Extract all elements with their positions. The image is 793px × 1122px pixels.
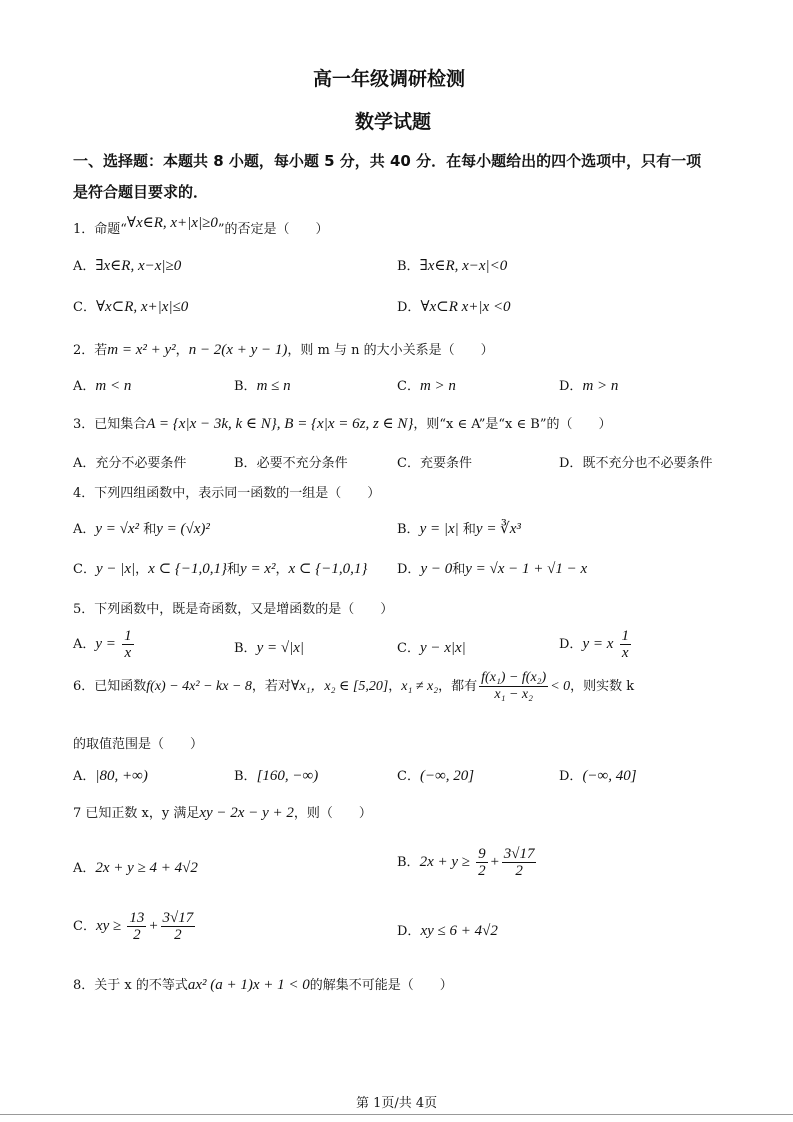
- q7-stem-post: ，则（ ）: [293, 806, 372, 821]
- option-label: A．: [73, 379, 96, 394]
- q6-stem-mid3: ，都有: [438, 679, 478, 694]
- q3-option-c[interactable]: [397, 452, 472, 471]
- q2-option-c[interactable]: [397, 375, 456, 395]
- q6-option-c[interactable]: [397, 765, 474, 785]
- option-text: 既不充分也不必要条件: [582, 456, 713, 471]
- q4-option-c[interactable]: [73, 558, 367, 578]
- option-math: m < n: [95, 378, 132, 394]
- q7-option-d[interactable]: [397, 920, 498, 940]
- option-label: A．: [73, 522, 96, 537]
- q3-option-d[interactable]: [559, 452, 712, 471]
- option-math: xy ≥: [95, 918, 122, 934]
- option-label: A．: [73, 769, 96, 784]
- option-label: A．: [73, 637, 96, 652]
- option-label: D．: [559, 379, 583, 394]
- option-label: C．: [397, 456, 420, 471]
- option-label: D．: [559, 637, 583, 652]
- question-5-stem: 5．下列函数中，既是奇函数，又是增函数的是（ ）: [73, 602, 394, 617]
- option-math: 2x + y ≥ 4 + 4√2: [95, 860, 198, 876]
- option-math: y − x|x|: [419, 640, 466, 656]
- option-conj: 和: [462, 522, 476, 537]
- option-math: +: [148, 918, 159, 934]
- section-heading-line1: 一、选择题：本题共 8 小题，每小题 5 分，共 40 分．在每小题给出的四个选项中，只有一项: [73, 152, 702, 170]
- q6-stem-post: ，则实数 k: [570, 679, 635, 694]
- option-label: B．: [234, 456, 257, 471]
- question-8-stem: [73, 974, 453, 994]
- option-math: y − |x|: [95, 561, 136, 577]
- q2-option-a[interactable]: [73, 375, 131, 395]
- frac-numerator: 3√17: [162, 910, 194, 926]
- fraction: [479, 670, 548, 703]
- q2-stem-math2: n − 2(x + y − 1): [188, 342, 288, 358]
- q6-option-b[interactable]: [234, 765, 318, 785]
- option-math: y = √|x|: [256, 640, 304, 656]
- option-label: A．: [73, 861, 96, 876]
- option-math: y = (√x)²: [156, 521, 210, 537]
- q1-option-d[interactable]: [397, 296, 511, 316]
- option-label: D．: [397, 562, 421, 577]
- frac-denominator: x: [124, 645, 132, 661]
- exam-title: 高一年级调研检测: [313, 68, 466, 90]
- option-label: B．: [234, 641, 257, 656]
- q8-stem-pre: 8．关于 x 的不等式: [73, 978, 188, 993]
- fraction: [476, 846, 488, 879]
- option-math: xy ≤ 6 + 4√2: [420, 923, 498, 939]
- q1-option-c[interactable]: [73, 296, 188, 316]
- option-math: y = √x²: [95, 521, 140, 537]
- q2-stem-post: ，则 m 与 n 的大小关系是（ ）: [287, 343, 494, 358]
- frac-denominator: x₁ − x₂: [494, 687, 533, 702]
- q3-stem-post: ，则“x ∈ A”是“x ∈ B”的（ ）: [413, 417, 612, 432]
- q5-option-a[interactable]: [73, 628, 136, 661]
- frac-numerator: 9: [478, 846, 486, 862]
- option-math: x ⊂ {−1,0,1}: [148, 561, 228, 577]
- q7-option-b[interactable]: [397, 846, 538, 879]
- q6-stem-math1: f(x) − 4x² − kx − 8: [146, 679, 252, 694]
- option-math: (−∞, 40]: [582, 768, 637, 784]
- exam-subtitle: 数学试题: [355, 111, 432, 133]
- q4-option-a[interactable]: [73, 518, 210, 538]
- q6-stem-mid2: ，: [388, 679, 402, 694]
- option-math: +: [489, 854, 500, 870]
- q4-option-b[interactable]: [397, 518, 521, 538]
- option-conj: 和: [452, 562, 466, 577]
- q6-option-d[interactable]: [559, 765, 637, 785]
- q2-option-d[interactable]: [559, 375, 618, 395]
- q2-stem-math1: m = x² + y²: [107, 342, 176, 358]
- frac-numerator: 1: [124, 628, 132, 644]
- q1-option-a[interactable]: [73, 255, 181, 275]
- frac-denominator: 2: [478, 863, 486, 879]
- option-label: D．: [397, 300, 421, 315]
- option-label: D．: [397, 924, 421, 939]
- option-math: y = x²: [240, 561, 276, 577]
- q1-stem-math: ∀x∈R, x+|x|≥0: [126, 215, 218, 231]
- option-label: B．: [397, 855, 420, 870]
- q4-option-d[interactable]: [397, 558, 587, 578]
- option-math: y − 0: [420, 561, 453, 577]
- q3-option-b[interactable]: [234, 452, 348, 471]
- q1-option-b[interactable]: [397, 255, 507, 275]
- q1-stem-post: ”的否定是（ ）: [217, 222, 329, 237]
- fraction: [122, 628, 134, 661]
- q5-option-c[interactable]: [397, 637, 466, 657]
- option-math: y = ∛x³: [475, 521, 521, 537]
- option-math: ∀x⊂R x+|x <0: [420, 299, 511, 315]
- q2-stem-mid: ，: [175, 343, 189, 358]
- option-label: B．: [234, 379, 257, 394]
- option-label: C．: [73, 562, 96, 577]
- question-6-stem: [73, 670, 634, 703]
- option-math: (−∞, 20]: [419, 768, 475, 784]
- q1-stem-pre: 1．命题“: [73, 222, 127, 237]
- fraction: [502, 846, 537, 879]
- option-text: 充要条件: [419, 456, 472, 471]
- frac-numerator: 3√17: [503, 846, 535, 862]
- question-7-stem: [73, 802, 372, 822]
- option-math: x ⊂ {−1,0,1}: [288, 561, 368, 577]
- frac-numerator: f(x₁) − f(x₂): [481, 670, 547, 685]
- q6-stem-math2: ∀x₁，x₂ ∈ [5,20]: [290, 679, 389, 694]
- q7-option-c[interactable]: [73, 910, 197, 943]
- q6-stem-math4: < 0: [550, 679, 571, 694]
- option-math: [160, −∞): [256, 768, 319, 784]
- option-sep: ，: [275, 562, 289, 577]
- option-math: |80, +∞): [95, 768, 148, 784]
- section-heading-line2: 是符合题目要求的．: [73, 183, 209, 201]
- option-math: y = |x|: [419, 521, 459, 537]
- option-label: C．: [73, 919, 96, 934]
- option-math: m > n: [582, 378, 619, 394]
- q5-option-d[interactable]: [559, 628, 633, 661]
- frac-denominator: 2: [133, 927, 141, 943]
- q3-option-a[interactable]: [73, 452, 186, 471]
- option-label: B．: [397, 259, 420, 274]
- option-label: C．: [397, 641, 420, 656]
- option-math: ∀x⊂R, x+|x|≤0: [95, 299, 189, 315]
- question-6-stem-line2: 的取值范围是（ ）: [73, 737, 204, 752]
- question-4-stem: 4．下列四组函数中，表示同一函数的一组是（ ）: [73, 486, 381, 501]
- q6-stem-mid1: ，若对: [251, 679, 291, 694]
- option-text: 必要不充分条件: [256, 456, 348, 471]
- option-label: A．: [73, 259, 96, 274]
- option-label: C．: [397, 379, 420, 394]
- q2-stem-pre: 2．若: [73, 343, 108, 358]
- question-1-stem: [73, 215, 329, 238]
- frac-denominator: 2: [174, 927, 182, 943]
- fraction: [161, 910, 196, 943]
- option-label: D．: [559, 769, 583, 784]
- option-math: 2x + y ≥: [419, 854, 470, 870]
- option-math: ∃x∈R, x−x|≥0: [95, 258, 182, 274]
- option-label: D．: [559, 456, 583, 471]
- q8-stem-math: ax² (a + 1)x + 1 < 0: [187, 977, 310, 993]
- option-conj: 和: [227, 562, 241, 577]
- option-math: y = x: [582, 636, 614, 652]
- option-sep: ，: [135, 562, 149, 577]
- footer-divider: [0, 1114, 793, 1115]
- option-math: m > n: [419, 378, 456, 394]
- q7-stem-math: xy − 2x − y + 2: [199, 805, 294, 821]
- q3-stem-pre: 3．已知集合: [73, 417, 147, 432]
- option-label: B．: [397, 522, 420, 537]
- q8-stem-post: 的解集不可能是（ ）: [309, 978, 453, 993]
- option-label: C．: [397, 769, 420, 784]
- option-math: y = √x − 1 + √1 − x: [465, 561, 588, 577]
- option-label: C．: [73, 300, 96, 315]
- q7-option-a[interactable]: [73, 857, 198, 877]
- q6-option-a[interactable]: [73, 765, 148, 785]
- q6-stem-pre: 6．已知函数: [73, 679, 147, 694]
- page-number: 第 1页/共 4页: [356, 1096, 438, 1111]
- option-conj: 和: [143, 522, 157, 537]
- fraction: [127, 910, 146, 943]
- option-label: A．: [73, 456, 96, 471]
- frac-numerator: 13: [129, 910, 145, 926]
- frac-numerator: 1: [621, 628, 630, 644]
- frac-denominator: x: [621, 645, 629, 661]
- option-text: 充分不必要条件: [95, 456, 187, 471]
- question-2-stem: [73, 339, 494, 359]
- fraction: [620, 628, 632, 661]
- q7-stem-pre: 7 已知正数 x，y 满足: [73, 806, 200, 821]
- frac-denominator: 2: [515, 863, 523, 879]
- q2-option-b[interactable]: [234, 375, 291, 395]
- question-3-stem: [73, 413, 611, 433]
- q5-option-b[interactable]: [234, 637, 304, 657]
- option-math: ∃x∈R, x−x|<0: [419, 258, 508, 274]
- q6-stem-math3: x₁ ≠ x₂: [401, 679, 439, 694]
- option-math: m ≤ n: [256, 378, 291, 394]
- option-label: B．: [234, 769, 257, 784]
- option-math: y =: [95, 636, 116, 652]
- q3-stem-math: A = {x|x − 3k, k ∈ N}, B = {x|x = 6z, z ∈ N}: [146, 416, 414, 432]
